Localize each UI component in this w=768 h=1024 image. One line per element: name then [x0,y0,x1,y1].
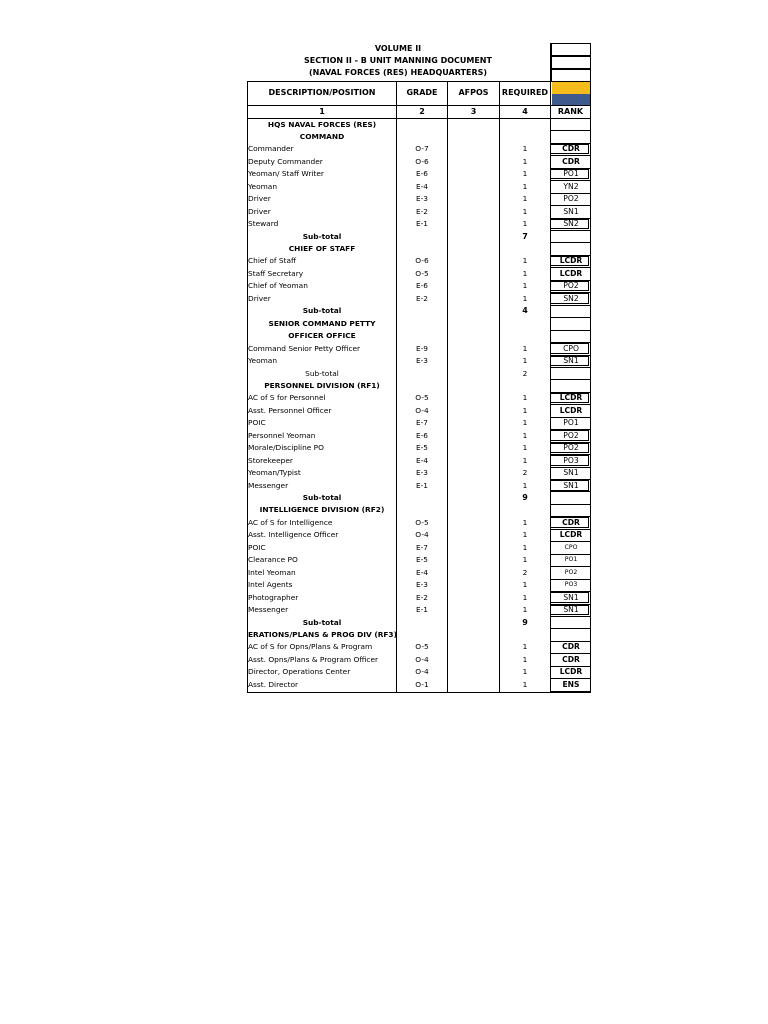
table-row [0,181,768,193]
rank-value: SN1 [563,605,579,615]
subtotal-label: Sub-total [302,493,342,502]
required-value: 1 [522,156,528,166]
position-name: Asst. Opns/Plans & Program Officer [248,654,379,664]
position-name: POIC [248,418,266,428]
table-row [0,293,768,305]
position-name: Intel Agents [248,580,293,590]
required-value: 2 [522,567,528,577]
position-name: Storekeeper [248,455,293,465]
required-value: 1 [522,542,528,552]
table-row [0,480,768,492]
table-row [0,405,768,417]
rank-value: ENS [562,679,580,689]
required-value: 1 [522,530,528,540]
subtotal-row [0,368,768,380]
grade-value: E-3 [415,468,429,478]
column-number: 4 [522,107,528,116]
grade-value: E-9 [415,343,429,353]
table-row [0,467,768,479]
position-name: Director, Operations Center [248,667,351,677]
required-value: 1 [522,605,528,615]
rank-value: CDR [562,642,580,652]
subtotal-label: Sub-total [302,231,342,241]
required-value: 1 [522,418,528,428]
required-value: 1 [522,293,528,303]
section-heading-row [0,318,768,330]
description-column-header: DESCRIPTION/POSITION [268,88,376,97]
position-name: Morale/Discipline PO [248,443,324,453]
rank-value: PO1 [563,418,579,428]
volume-title: VOLUME II [374,44,422,53]
position-name: AC of S for Personnel [248,393,326,403]
grade-value: O-4 [415,530,429,540]
section-heading: CHIEF OF STAFF [288,244,356,253]
table-row [0,392,768,404]
rank-value: PO2 [563,194,579,204]
position-name: Driver [248,293,271,303]
position-name: Messenger [248,480,289,490]
grade-value: E-6 [415,281,429,291]
column-number: 2 [419,107,425,116]
grade-value: O-6 [415,156,429,166]
section-heading: SENIOR COMMAND PETTY [268,318,376,328]
rank-value: PO3 [563,455,579,465]
grade-value: O-5 [415,268,429,278]
required-value: 1 [522,405,528,415]
subtotal-value: 9 [522,617,528,627]
section-heading-row [0,243,768,255]
table-row [0,542,768,554]
required-value: 1 [522,356,528,366]
subtotal-value: 9 [522,493,528,502]
grade-value: O-5 [415,393,429,403]
subtotal-row [0,305,768,317]
table-row [0,193,768,205]
rank-value: PO2 [564,568,578,576]
grade-value: E-6 [415,169,429,179]
table-row [0,430,768,442]
table-row [0,679,768,691]
section-heading: HQS NAVAL FORCES (RES) [267,119,377,129]
section-heading-row [0,119,768,131]
column-number: 1 [319,107,325,116]
grade-value: E-3 [415,194,429,204]
rank-value: SN1 [563,206,579,216]
grade-value: O-5 [415,642,429,652]
required-value: 1 [522,181,528,191]
afpos-column-header: AFPOS [458,88,489,97]
table-row [0,554,768,566]
rank-value: CDR [562,517,580,527]
table-row [0,218,768,230]
required-value: 1 [522,281,528,291]
subtotal-value: 2 [522,368,528,378]
table-row [0,529,768,541]
position-name: Clearance PO [248,555,298,565]
column-number: 3 [470,107,477,116]
grade-value: E-6 [415,430,429,440]
rank-value: PO2 [563,430,579,440]
section-title: SECTION II - B UNIT MANNING DOCUMENT [304,56,492,65]
table-top-border [247,81,591,82]
position-name: Photographer [248,592,299,602]
table-row [0,206,768,218]
rank-value: YN2 [563,181,579,191]
required-value: 1 [522,480,528,490]
rank-value: PO2 [563,281,579,291]
grade-value: E-5 [415,443,429,453]
section-heading-row [0,131,768,143]
section-heading: OFFICER OFFICE [288,331,356,341]
table-row [0,579,768,591]
position-name: Messenger [248,605,289,615]
rank-value: LCDR [559,667,583,677]
rank-value: CPO [564,543,578,551]
table-row [0,517,768,529]
position-name: Chief of Yeoman [248,281,308,291]
grade-value: O-1 [415,679,429,689]
required-value: 1 [522,642,528,652]
rank-header-cell [551,43,591,56]
rank-value: PO1 [563,169,579,179]
table-row [0,255,768,267]
table-row [0,280,768,292]
section-heading: ERATIONS/PLANS & PROG DIV (RF3) [248,629,397,639]
table-row [0,641,768,653]
position-name: Asst. Intelligence Officer [248,530,339,540]
grade-column-header: GRADE [406,88,438,97]
position-name: Driver [248,206,271,216]
grade-value: E-3 [415,356,429,366]
required-value: 2 [522,468,528,478]
subtotal-value: 7 [522,231,528,241]
grade-value: E-2 [415,592,429,602]
table-row [0,666,768,678]
rank-header-cell [551,56,591,69]
grade-value: O-6 [415,256,429,266]
table-row [0,268,768,280]
position-name: Intel Yeoman [248,567,296,577]
required-value: 1 [522,430,528,440]
required-column-header: REQUIRED [501,88,549,97]
grade-value: E-2 [415,293,429,303]
required-value: 1 [522,443,528,453]
required-value: 1 [522,517,528,527]
position-name: Deputy Commander [248,156,323,166]
grade-value: E-4 [415,567,429,577]
subtotal-label: Sub-total [302,306,342,316]
rank-value: SN1 [563,480,579,490]
rank-value: SN1 [563,468,579,478]
rank-value: LCDR [559,405,583,415]
grade-value: E-2 [415,206,429,216]
rank-value: SN2 [563,219,579,229]
table-row [0,355,768,367]
required-value: 1 [522,667,528,677]
unit-title: (NAVAL FORCES (RES) HEADQUARTERS) [308,68,488,77]
required-value: 1 [522,592,528,602]
position-name: Chief of Staff [248,256,297,266]
position-name: Yeoman/ Staff Writer [248,169,324,179]
section-heading-row [0,380,768,392]
section-heading: COMMAND [299,131,345,141]
rank-column-header: RANK [557,107,584,116]
rank-value: CPO [563,343,579,353]
grade-value: E-7 [415,418,429,428]
gold-color-swatch [552,82,591,94]
rank-value: LCDR [559,530,583,540]
grade-value: E-4 [415,181,429,191]
position-name: Asst. Director [248,679,299,689]
position-name: Driver [248,194,271,204]
section-heading: INTELLIGENCE DIVISION (RF2) [259,505,385,515]
grade-value: E-3 [415,580,429,590]
rank-value: SN2 [563,293,579,303]
subtotal-label: Sub-total [305,368,339,378]
required-value: 1 [522,194,528,204]
table-row [0,343,768,355]
subtotal-label: Sub-total [302,617,342,627]
grade-value: E-4 [415,455,429,465]
rank-value: PO2 [563,443,579,453]
rank-value: CDR [562,144,580,154]
position-name: Staff Secretary [248,268,304,278]
table-row [0,455,768,467]
table-row [0,143,768,155]
required-value: 1 [522,654,528,664]
grade-value: E-7 [415,542,429,552]
section-heading-row [0,504,768,516]
position-name: Asst. Personnel Officer [248,405,332,415]
subtotal-row [0,617,768,629]
table-row [0,156,768,168]
grade-value: E-5 [415,555,429,565]
position-name: Steward [248,219,279,229]
grade-value: O-7 [415,144,429,154]
rank-value: PO1 [564,556,578,564]
position-name: POIC [248,542,266,552]
grade-value: O-4 [415,654,429,664]
grade-value: O-5 [415,517,429,527]
rank-value: LCDR [559,393,583,403]
required-value: 1 [522,679,528,689]
subtotal-row [0,231,768,243]
table-row [0,168,768,180]
blue-color-swatch [552,94,591,105]
rank-value: LCDR [559,268,583,278]
grade-value: E-1 [415,605,429,615]
table-row [0,442,768,454]
subtotal-value: 4 [522,306,528,316]
required-value: 1 [522,169,528,179]
position-name: Command Senior Petty Officer [248,343,361,353]
section-heading-row [0,629,768,641]
required-value: 1 [522,219,528,229]
rank-value: CDR [562,654,580,664]
required-value: 1 [522,393,528,403]
required-value: 1 [522,455,528,465]
subtotal-row [0,492,768,504]
rank-value: SN1 [563,356,579,366]
rank-value: CDR [562,156,580,166]
grade-value: E-1 [415,219,429,229]
table-row [0,567,768,579]
position-name: Yeoman [248,181,278,191]
required-value: 1 [522,580,528,590]
table-bottom-border [247,692,591,693]
required-value: 1 [522,144,528,154]
required-value: 1 [522,268,528,278]
position-name: AC of S for Opns/Plans & Program [248,642,373,652]
grade-value: E-1 [415,480,429,490]
position-name: Commander [248,144,294,154]
grade-value: O-4 [415,667,429,677]
table-row [0,592,768,604]
required-value: 1 [522,206,528,216]
position-name: Personnel Yeoman [248,430,316,440]
table-row [0,604,768,616]
table-row [0,654,768,666]
section-heading-row [0,330,768,342]
position-name: Yeoman/Typist [248,468,301,478]
rank-value: LCDR [559,256,583,266]
section-heading: PERSONNEL DIVISION (RF1) [264,380,380,390]
rank-value: PO3 [564,581,578,589]
position-name: AC of S for Intelligence [248,517,333,527]
required-value: 1 [522,555,528,565]
grade-value: O-4 [415,405,429,415]
required-value: 1 [522,256,528,266]
rank-value: SN1 [563,592,579,602]
required-value: 1 [522,343,528,353]
position-name: Yeoman [248,356,278,366]
table-row [0,417,768,429]
